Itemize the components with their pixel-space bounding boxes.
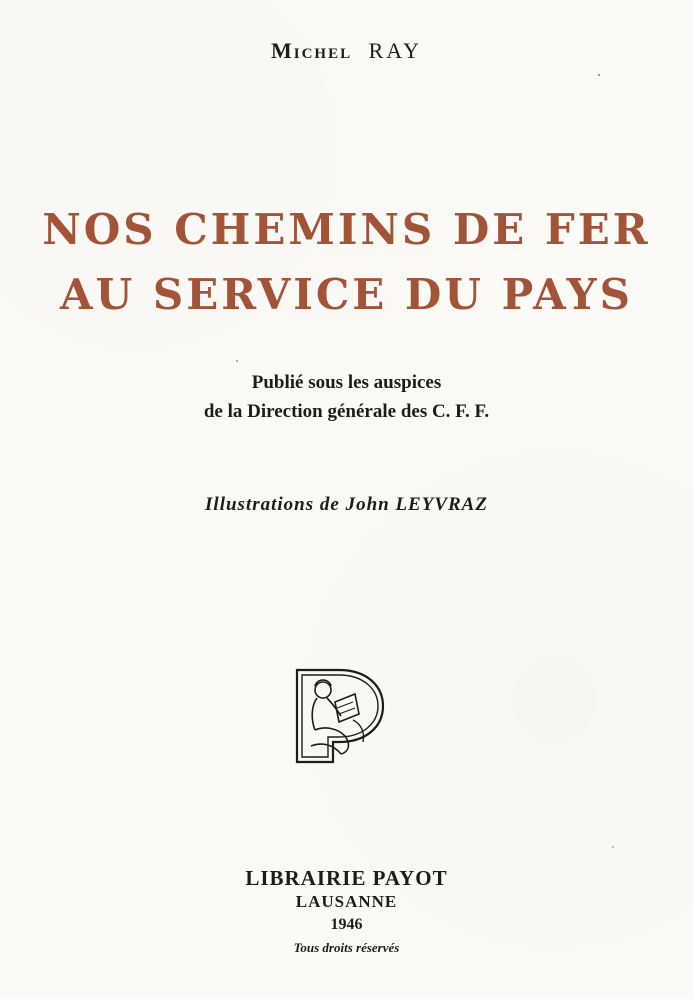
author-name <box>0 38 693 64</box>
book-title-line-2: AU SERVICE DU PAYS <box>60 270 633 319</box>
payot-p-emblem-icon <box>293 664 387 768</box>
paper-speck <box>598 74 600 76</box>
author-last-name: RAY <box>368 38 423 63</box>
subtitle-line-2: de la Direction générale des C. F. F. <box>203 401 490 422</box>
paper-speck <box>612 846 614 848</box>
illustrations-credit: Illustrations de John LEYVRAZ <box>205 494 488 515</box>
subtitle-line-1: Publié sous les auspices <box>251 372 442 393</box>
book-title-line-1: NOS CHEMINS DE FER <box>42 205 651 254</box>
rights-notice: Tous droits réservés <box>293 940 400 955</box>
publisher-name: LIBRAIRIE PAYOT <box>245 866 448 890</box>
publication-year: 1946 <box>330 916 363 933</box>
paper-speck <box>236 360 238 362</box>
publisher-city: LAUSANNE <box>295 892 398 911</box>
author-first-name: Michel <box>270 38 353 63</box>
